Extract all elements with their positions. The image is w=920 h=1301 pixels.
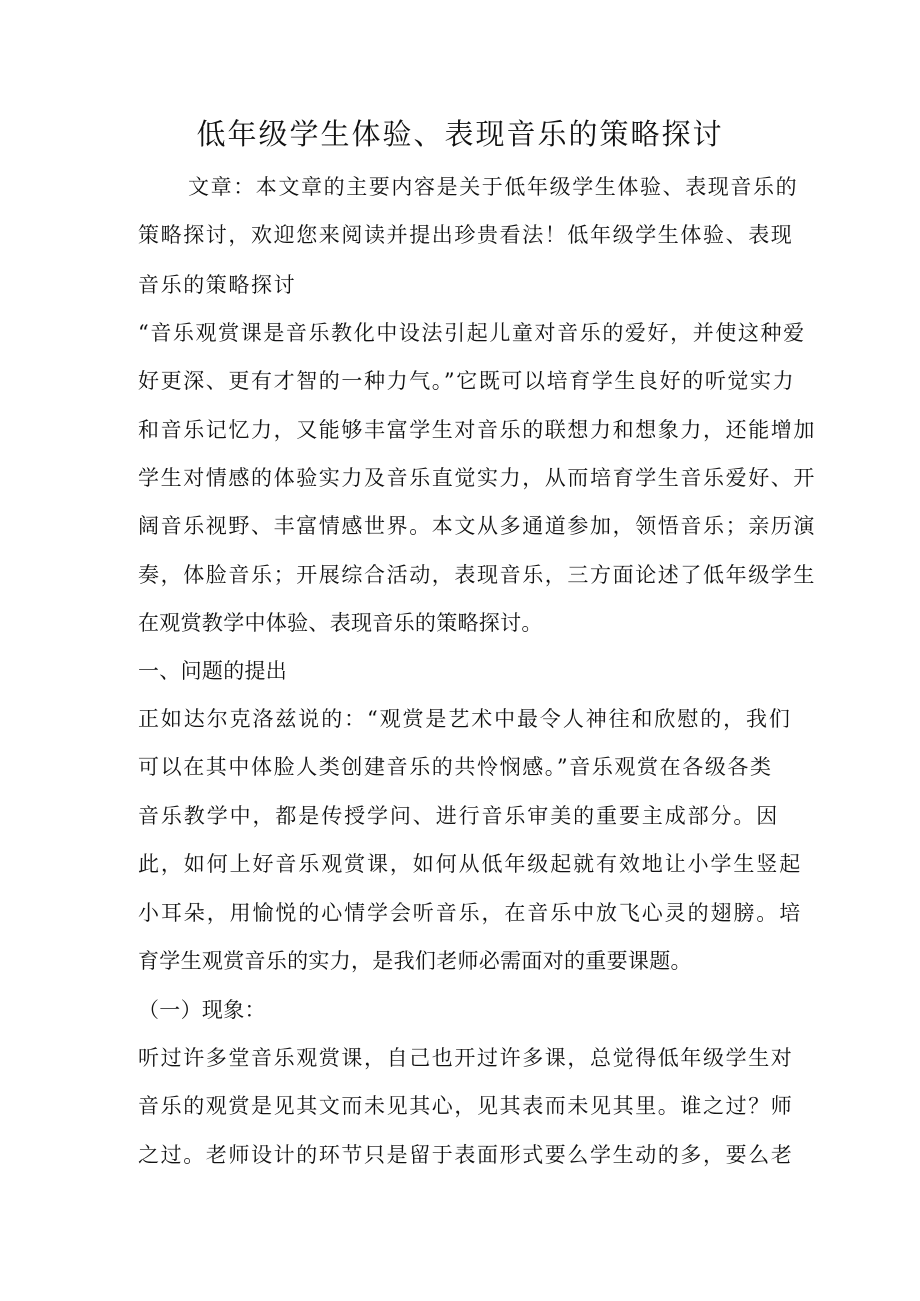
paragraph-line: 音乐教学中，都是传授学问、进行音乐审美的重要主成部分。因 bbox=[138, 804, 780, 828]
paragraph-line: 小耳朵，用愉悦的心情学会听音乐，在音乐中放飞心灵的翅膀。培 bbox=[138, 901, 803, 925]
paragraph-line: 正如达尔克洛兹说的：“观赏是艺术中最令人神往和欣慰的，我们 bbox=[138, 707, 792, 731]
paragraph-line: 学生对情感的体验实力及音乐直觉实力，从而培育学生音乐爱好、开 bbox=[138, 466, 816, 490]
paragraph-line: 在观赏教学中体验、表现音乐的策略探讨。 bbox=[138, 611, 543, 635]
paragraph-line: “音乐观赏课是音乐教化中设法引起儿童对音乐的爱好，并使这种爱 bbox=[138, 321, 806, 345]
section-heading: 一、问题的提出 bbox=[138, 659, 288, 683]
paragraph-line: 听过许多堂音乐观赏课，自己也开过许多课，总觉得低年级学生对 bbox=[138, 1046, 794, 1070]
paragraph-line: 好更深、更有才智的一种力气。”它既可以培育学生良好的听觉实力 bbox=[138, 369, 796, 393]
paragraph-line: 育学生观赏音乐的实力，是我们老师必需面对的重要课题。 bbox=[138, 949, 692, 973]
subsection-heading: （一）现象： bbox=[138, 998, 266, 1022]
document-title: 低年级学生体验、表现音乐的策略探讨 bbox=[196, 117, 724, 151]
paragraph-line: 之过。老师设计的环节只是留于表面形式要么学生动的多，要么老 bbox=[138, 1143, 794, 1167]
paragraph-line: 和音乐记忆力，又能够丰富学生对音乐的联想力和想象力，还能增加 bbox=[138, 418, 816, 442]
paragraph-line: 可以在其中体脸人类创建音乐的共怜悯感。”音乐观赏在各级各类 bbox=[138, 755, 773, 779]
paragraph-line: 此，如何上好音乐观赏课，如何从低年级起就有效地让小学生竖起 bbox=[138, 852, 803, 876]
paragraph-line: 文章：本文章的主要内容是关于低年级学生体验、表现音乐的 bbox=[188, 175, 799, 199]
paragraph-line: 音乐的观赏是见其文而未见其心，见其表而未见其里。谁之过？师 bbox=[138, 1094, 794, 1118]
paragraph-line: 奏，体脸音乐；开展综合活动，表现音乐，三方面论述了低年级学生 bbox=[138, 563, 816, 587]
paragraph-line: 策略探讨，欢迎您来阅读并提出珍贵看法！低年级学生体验、表现 bbox=[138, 223, 794, 247]
paragraph-line: 阔音乐视野、丰富情感世界。本文从多通道参加，领悟音乐；亲历演 bbox=[138, 514, 816, 538]
paragraph-line: 音乐的策略探讨 bbox=[138, 273, 297, 297]
